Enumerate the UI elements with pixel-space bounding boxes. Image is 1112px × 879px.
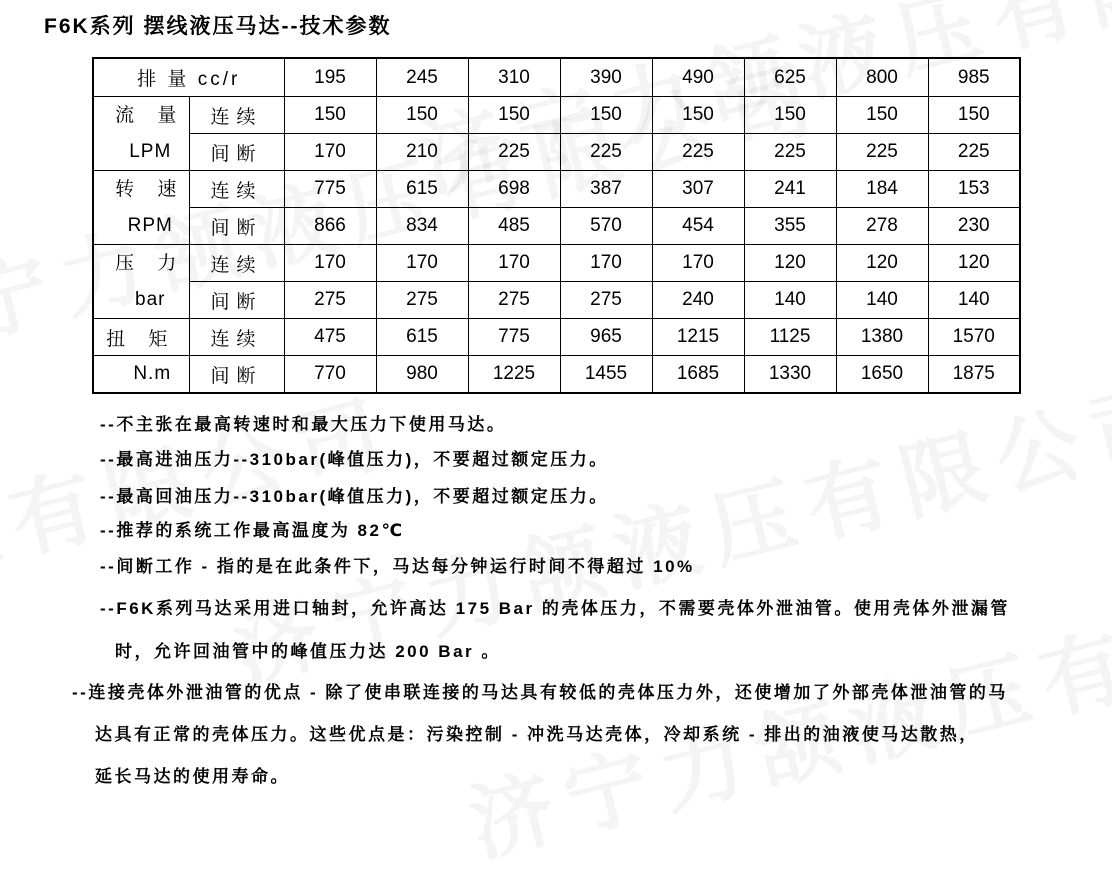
table-row [93, 171, 1020, 208]
value-cell: 150 [284, 97, 376, 134]
table-header-row [93, 58, 1020, 97]
mode-cell: 连续 [189, 97, 284, 134]
value-cell: 170 [284, 245, 376, 282]
value-cell: 150 [376, 97, 468, 134]
displacement-value-cell: 245 [376, 58, 468, 97]
note-line: --间断工作 - 指的是在此条件下，马达每分钟运行时间不得超过 10% [100, 557, 695, 576]
group-label-flow [93, 97, 189, 171]
table-row [93, 208, 1020, 245]
value-cell: 210 [376, 134, 468, 171]
value-cell: 1380 [836, 319, 928, 356]
value-cell: 153 [928, 171, 1020, 208]
group-unit: RPM [127, 215, 173, 236]
group-label-speed [93, 171, 189, 245]
value-cell: 120 [836, 245, 928, 282]
value-cell: 150 [744, 97, 836, 134]
value-cell: 1455 [560, 356, 652, 394]
value-cell: 980 [376, 356, 468, 394]
value-cell: 150 [652, 97, 744, 134]
value-cell: 170 [376, 245, 468, 282]
value-cell: 184 [836, 171, 928, 208]
value-cell: 275 [284, 282, 376, 319]
value-cell: 1685 [652, 356, 744, 394]
table-row [93, 356, 1020, 394]
note-line: --连接壳体外泄油管的优点 - 除了使串联连接的马达具有较低的壳体压力外，还使增加了外部壳体泄油管的马 [72, 683, 1008, 702]
displacement-value-cell: 310 [468, 58, 560, 97]
value-cell: 275 [560, 282, 652, 319]
value-cell: 170 [560, 245, 652, 282]
note-line: 时，允许回油管中的峰值压力达 200 Bar 。 [115, 642, 501, 661]
value-cell: 170 [284, 134, 376, 171]
table-row [93, 97, 1020, 134]
value-cell: 698 [468, 171, 560, 208]
value-cell: 615 [376, 319, 468, 356]
mode-cell: 间断 [189, 208, 284, 245]
mode-cell: 连续 [189, 319, 284, 356]
value-cell: 570 [560, 208, 652, 245]
group-label-pressure [93, 245, 189, 319]
displacement-value-cell: 195 [284, 58, 376, 97]
value-cell: 225 [836, 134, 928, 171]
value-cell: 170 [652, 245, 744, 282]
value-cell: 225 [560, 134, 652, 171]
value-cell: 150 [468, 97, 560, 134]
mode-cell: 间断 [189, 356, 284, 394]
value-cell: 150 [836, 97, 928, 134]
group-unit-torque: N.m [93, 356, 189, 394]
value-cell: 775 [468, 319, 560, 356]
note-line: --推荐的系统工作最高温度为 82℃ [100, 521, 405, 540]
mode-cell: 连续 [189, 245, 284, 282]
value-cell: 1875 [928, 356, 1020, 394]
table-row [93, 245, 1020, 282]
value-cell: 866 [284, 208, 376, 245]
value-cell: 278 [836, 208, 928, 245]
value-cell: 387 [560, 171, 652, 208]
mode-cell: 连续 [189, 171, 284, 208]
value-cell: 1215 [652, 319, 744, 356]
value-cell: 150 [560, 97, 652, 134]
group-name: 压 力 [115, 253, 186, 274]
value-cell: 1650 [836, 356, 928, 394]
value-cell: 140 [928, 282, 1020, 319]
displacement-header-cell: 排 量 cc/r [93, 58, 284, 97]
value-cell: 275 [376, 282, 468, 319]
table-row [93, 319, 1020, 356]
value-cell: 150 [928, 97, 1020, 134]
value-cell: 140 [744, 282, 836, 319]
value-cell: 485 [468, 208, 560, 245]
value-cell: 225 [928, 134, 1020, 171]
value-cell: 170 [468, 245, 560, 282]
value-cell: 1570 [928, 319, 1020, 356]
group-label-torque: 扭 矩 [93, 319, 189, 356]
value-cell: 240 [652, 282, 744, 319]
displacement-value-cell: 800 [836, 58, 928, 97]
value-cell: 225 [652, 134, 744, 171]
value-cell: 615 [376, 171, 468, 208]
group-unit: LPM [129, 141, 172, 162]
note-line: 达具有正常的壳体压力。这些优点是：污染控制 - 冲洗马达壳体，冷却系统 - 排出的油液使马达散热， [95, 725, 979, 744]
table-row [93, 134, 1020, 171]
value-cell: 475 [284, 319, 376, 356]
note-line: 延长马达的使用寿命。 [95, 767, 290, 786]
value-cell: 770 [284, 356, 376, 394]
value-cell: 1125 [744, 319, 836, 356]
note-line: --最高进油压力--310bar(峰值压力)，不要超过额定压力。 [100, 450, 609, 469]
table-row [93, 282, 1020, 319]
value-cell: 241 [744, 171, 836, 208]
value-cell: 965 [560, 319, 652, 356]
value-cell: 230 [928, 208, 1020, 245]
note-line: --不主张在最高转速时和最大压力下使用马达。 [100, 415, 507, 434]
value-cell: 454 [652, 208, 744, 245]
displacement-value-cell: 985 [928, 58, 1020, 97]
mode-cell: 间断 [189, 134, 284, 171]
mode-cell: 间断 [189, 282, 284, 319]
value-cell: 355 [744, 208, 836, 245]
value-cell: 140 [836, 282, 928, 319]
spec-table [92, 57, 1021, 394]
value-cell: 775 [284, 171, 376, 208]
page-title: F6K系列 摆线液压马达--技术参数 [44, 15, 392, 38]
note-line: --最高回油压力--310bar(峰值压力)，不要超过额定压力。 [100, 487, 609, 506]
value-cell: 1225 [468, 356, 560, 394]
displacement-value-cell: 390 [560, 58, 652, 97]
group-name: 流 量 [115, 105, 186, 126]
displacement-value-cell: 490 [652, 58, 744, 97]
value-cell: 120 [928, 245, 1020, 282]
value-cell: 275 [468, 282, 560, 319]
value-cell: 1330 [744, 356, 836, 394]
value-cell: 225 [468, 134, 560, 171]
value-cell: 225 [744, 134, 836, 171]
displacement-value-cell: 625 [744, 58, 836, 97]
group-name: 转 速 [115, 179, 186, 200]
value-cell: 120 [744, 245, 836, 282]
group-unit: bar [135, 289, 166, 310]
value-cell: 834 [376, 208, 468, 245]
note-line: --F6K系列马达采用进口轴封，允许高达 175 Bar 的壳体压力，不需要壳体外泄油管。使用壳体外泄漏管 [100, 599, 1010, 618]
value-cell: 307 [652, 171, 744, 208]
